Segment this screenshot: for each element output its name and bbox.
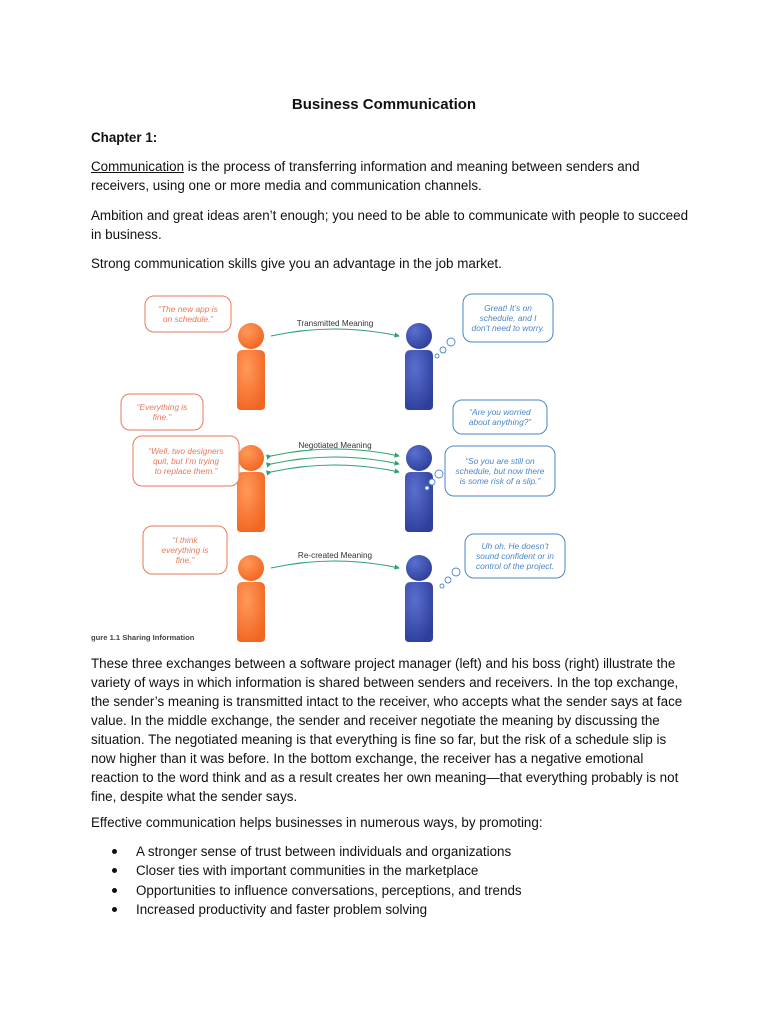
- person-body: [237, 472, 265, 532]
- bubble-text: Great! It’s on: [484, 303, 532, 313]
- bubble-text: “So you are still on: [465, 456, 535, 466]
- bubble-text: quit, but I’m trying: [152, 456, 220, 466]
- thought-dot: [440, 584, 444, 588]
- bubble-text: “Well, two designers: [148, 446, 224, 456]
- bubble-text: is some risk of a slip.”: [459, 476, 541, 486]
- list-item: Increased productivity and faster problem solving: [112, 900, 522, 919]
- person-head: [406, 555, 432, 581]
- person-head: [238, 445, 264, 471]
- thought-dot: [429, 479, 435, 485]
- arrow-label: Transmitted Meaning: [296, 319, 374, 328]
- person-body: [237, 582, 265, 642]
- definition-term: Communication: [91, 159, 185, 174]
- list-item: Opportunities to influence conversations, perceptions, and trends: [112, 881, 522, 900]
- meaning-arrow: [271, 449, 399, 456]
- receiver-bubble: [453, 400, 547, 434]
- communication-diagram: [91, 286, 571, 642]
- thought-dot: [445, 577, 451, 583]
- bubble-text: fine.”: [175, 555, 195, 565]
- person-head: [238, 555, 264, 581]
- sender-bubble: [133, 436, 239, 486]
- page-title: Business Communication: [291, 96, 477, 113]
- thought-dot: [435, 470, 443, 478]
- bubble-text: “Are you worried: [469, 407, 531, 417]
- thought-dot: [425, 486, 429, 490]
- bubble-text: “Everything is: [136, 402, 188, 412]
- meaning-arrow: [271, 465, 399, 472]
- thought-dot: [447, 338, 455, 346]
- bubble-text: schedule, and I: [479, 313, 537, 323]
- person-head: [238, 323, 264, 349]
- thought-dot: [440, 347, 446, 353]
- arrow-label: Negotiated Meaning: [298, 441, 372, 450]
- ambition-paragraph: Ambition and great ideas aren’t enough; you need to be able to communicate with people to succeed in business.: [91, 208, 689, 242]
- definition-text: is the process of transferring information and meaning between senders and receivers, using one or more media and communication channels.: [91, 159, 640, 193]
- sender-figure: [237, 555, 265, 642]
- receiver-bubble: [463, 294, 553, 342]
- meaning-arrow: [271, 561, 399, 568]
- person-body: [405, 350, 433, 410]
- bubble-text: fine.”: [152, 412, 172, 422]
- person-body: [237, 350, 265, 410]
- receiver-figure: [405, 323, 433, 410]
- communication-figure: [91, 286, 571, 642]
- sender-figure: [237, 445, 265, 532]
- list-item: Closer ties with important communities in the marketplace: [112, 861, 522, 880]
- bubble-text: don’t need to worry.: [471, 323, 545, 333]
- receiver-bubble: [445, 446, 555, 496]
- thought-dot: [435, 354, 439, 358]
- figure-caption: gure 1.1 Sharing Information: [91, 633, 195, 642]
- person-head: [406, 323, 432, 349]
- definition-paragraph: [91, 157, 691, 195]
- person-head: [406, 445, 432, 471]
- exchanges-paragraph: These three exchanges between a software project manager (left) and his boss (right) illustrate the variety of ways in which information is shared between senders and receivers. In the top exchange, the sender’s meaning is transmitted intact to the receiver, who accepts what the sender says at face value. In the middle exchange, the sender and receiver negotiate the meaning by discussing the situation. The negotiated meaning is that everything is fine so far, but the risk of a schedule slip is now higher than it was before. In the bottom exchange, the receiver has a negative emotional reaction to the word think and as a result creates her own meaning—that everything probably is not fine, despite what the sender says.: [91, 656, 683, 804]
- bubble-text: about anything?”: [468, 417, 532, 427]
- receiver-figure: [405, 555, 433, 642]
- person-body: [405, 582, 433, 642]
- meaning-arrow: [271, 329, 399, 336]
- sender-bubble: [121, 394, 203, 430]
- bubble-text: to replace them.”: [154, 466, 218, 476]
- bubble-text: everything is: [161, 545, 209, 555]
- effective-paragraph: Effective communication helps businesses in numerous ways, by promoting:: [91, 815, 543, 830]
- bubble-text: on schedule.”: [162, 314, 214, 324]
- bubble-text: control of the project.: [475, 561, 555, 571]
- benefits-list: [112, 842, 522, 920]
- sender-bubble: [145, 296, 231, 332]
- meaning-arrow: [271, 457, 399, 464]
- chapter-heading: Chapter 1:: [91, 130, 158, 145]
- list-item: A stronger sense of trust between individuals and organizations: [112, 842, 522, 861]
- bubble-text: schedule, but now there: [455, 466, 545, 476]
- thought-dot: [452, 568, 460, 576]
- receiver-bubble: [465, 534, 565, 578]
- bubble-text: sound confident or in: [476, 551, 554, 561]
- bubble-text: “The new app is: [158, 304, 218, 314]
- sender-figure: [237, 323, 265, 410]
- bubble-text: Uh oh. He doesn’t: [481, 541, 549, 551]
- arrow-label: Re-created Meaning: [297, 551, 373, 560]
- sender-bubble: [143, 526, 227, 574]
- bubble-text: “I think: [172, 535, 198, 545]
- skills-paragraph: Strong communication skills give you an advantage in the job market.: [91, 256, 502, 271]
